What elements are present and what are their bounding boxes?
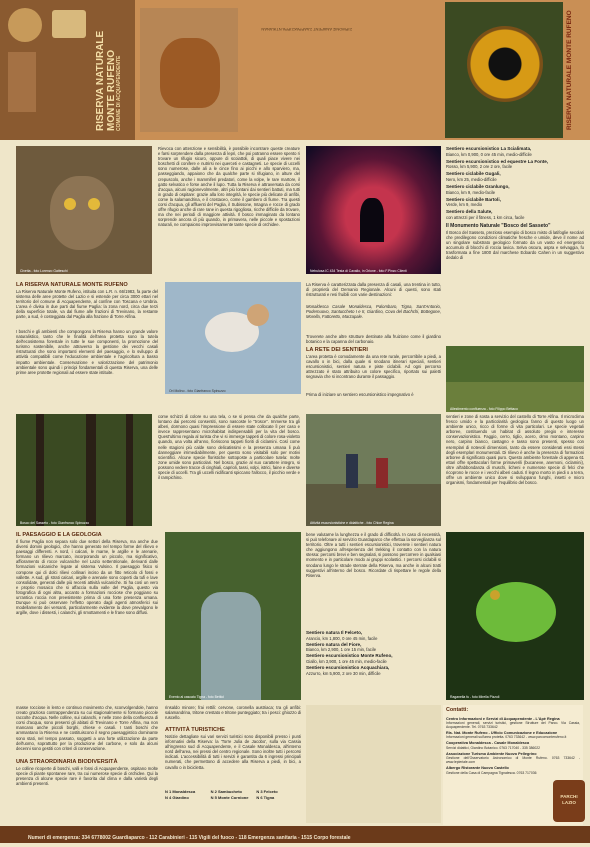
- monument-heading: Il Monumento Naturale "Bosco del Sasseto": [446, 223, 551, 230]
- contact-item: Ris. Nat. Monte Rufeno - Ufficio Comunicazione e Educazione Informazioni generali sull'area protetta. 0763 733642 - www.parcomonterufeno.it: [446, 731, 567, 740]
- bird-eye-photo: [445, 2, 563, 138]
- entrance-item: N 6 Tigna: [256, 795, 275, 800]
- bird-caption: Ori Molino - foto Gianfranco Spinuzzo: [169, 389, 226, 393]
- sentieri-natura-section: [306, 532, 441, 700]
- paesaggio-section: [16, 532, 158, 700]
- frog-photo: [446, 532, 584, 700]
- group-photo: [446, 346, 584, 412]
- entrance-item: N 3 Felceto: [256, 789, 278, 794]
- forest-photo: [16, 414, 152, 526]
- trail-item: Sentiero natura Il Felceto, Arancio, km 1,800, 0 ore 45 min, facile: [306, 630, 378, 641]
- biodiversita-text: Le colline ricoperte di boschi, valli e fossi di Acquapendente, ospitano molte specie di piante spontanee rare, tra cui numerose specie di orchidee. Qui la presenza di alcune specie rare è favorita dal clima e dalla varietà degli ambienti presenti.: [16, 766, 158, 787]
- trail-item: Sentiero della Salute, con attrezzi per il fitness, 1 km circa, facile: [446, 209, 525, 221]
- creek-caption: Evento al cascato Tigna - foto Bettiol: [169, 695, 225, 699]
- bird-photo: [165, 282, 301, 394]
- trail-item: Sentiero escursionistico Acquachiara, Azzurro, km 5,900, 2 ore 30 min, difficile: [306, 665, 390, 676]
- nebula-caption: Nebulosa IC 434 Testa di Cavallo, in Orione - foto F.Pinzo Cilenti: [310, 269, 407, 273]
- frog-caption: Raganella fu - foto Mirella Pizzoli: [450, 695, 500, 699]
- casali-paragraph-1: La Riserva è caratterizzata dalla presenza di casali, una trentina in tutto, di proprietà del Demanio Regionale. Alcuni di questi, sono stati ristrutturati e resi fruibili con varie destinazioni:: [306, 282, 441, 298]
- fauna-list-text: rinsaldo minore; frai rettili: cervone, coronella austriaca; tra gli anfibi: salamandrina, tritone crestato e tritone punteggiato; tra i pesci: ghiozzo di ruscello.: [165, 705, 301, 721]
- contact-item: Cooperativa Monaldesca - Casale Monaldesca Servizi didattici, Giardino Botanico. 0763 717040 - 335 386022: [446, 741, 541, 750]
- landscape-text-continued: masse rocciose in lento e continuo movimento che, sconvolgendole, hanno creato grazioso contrappendenza su cui stagionalmente si formano piccole raccolte d'acqua. Nelle colline, sui calanchi, e nelle zone della confluenza di corsi d'acqua, sono presenti gli abitati di Trevinano e Torre Alfina, ma non mancano anche piccoli borghi, chiese e casali. I tanti boschi che ammantano la Riserva e ne costituiscono il segno paesaggistico dominante sono stati, nel tempo passato, soggetti a una forte utilizzazione da parte dell'uomo, soprattutto per la produzione del carbone, e solo da alcuni decenni sono gestiti con criteri di conservazione.: [16, 705, 158, 751]
- municipality-subtitle: COMUNE DI ACQUAPENDENTE: [116, 55, 122, 131]
- reserve-title-vertical: RISERVA NATURALE MONTE RUFENO: [95, 30, 117, 131]
- entrance-item: N 4 Giardino: [165, 795, 189, 800]
- casali-paragraph-2: Monaldesca Casale Monaldesca, Palombaro, Tigna, Sant'Antonio, Podernuovo, Santuccheto I e II, Giardino, Cova del Bachchi, Bottegone, Morella, Fattoretto, Marzapale.: [306, 304, 441, 320]
- title-sidebar: [0, 0, 135, 140]
- trail-item: Sentiero escursionistico ed equestre La Fonte, Rosso, km 5,900, 2 ore 2 ore, facile: [446, 158, 549, 170]
- entrance-item: N 5 Monte Cornione: [210, 795, 249, 800]
- trail-item: Sentiero escursionistico La Scialimata, Bianco, km 0,900, 0 ore 45 min, medio-difficile: [446, 146, 532, 157]
- fauna-text: Rievoca con attenzione e sensibilità, è possibile incontrare queste creature e farsi sorprendere dalla presenza di lepri, che poi potranno essere spento ri trovare un rifugio sicuro, oppure di scoiattoli, di quali piace vivere nei boschetti di conifere e nutrirsi nei querceti e castagneti. Le specie di uccelli sono numerose, dalle ali a le cince fino ai picchi e allo sparviero, ma, passeggiando, appaiono che da qualche parte si rifugiano, in alture del crepuscolo, anche i mammiferi predatori, come la volpe, le rare martore, il gatto selvatico e forse anche il lupo. Tutta la Riserva è attraversata da corsi d'acqua, alcuni ragionevolmente, altri più lontani dai sentieri battuti, ma tutti in grado di ospitare: grazie alla loro integrità, le specie più delicate di anfibi, come la salamandrina, e il crostaceo, come il gambero di fiume. Tra questi corsi d'acqua, gli affluenti del Paglia, il Subissone, Intagna e rocce di grado offre rifugio anche di rare rane in questa rigogliosa, ricche difficile da trovare, ma che nei periodi di maggiore attività. Il bosco immaginato da lontano sorprende ancora di più quando, in primavera, nelle piccole e spostazioni naturali, ne compaiono improvvisamente tante specie di orchidee.: [158, 146, 300, 228]
- reserve-title-right: RISERVA NATURALE MONTE RUFENO: [566, 10, 573, 130]
- trail-item: Sentiero ciclabile Granlungo, Bianco, km 9, medio-facile: [446, 184, 510, 195]
- badge-logo: [52, 10, 86, 38]
- emergency-footer: [0, 826, 590, 843]
- attivita-section: [165, 705, 301, 823]
- mirrored-text: ΣΙΡΜΟΝΙΣ ΑΝΑΡΕΝΤ ΣΑΑΡΡΑΚΣΙΡΡΑ ΝΤΙΚΑΝΑΝ: [261, 27, 352, 32]
- forest-caption: Bosco del Sasseto - foto Gianfranco Spinuzzo: [20, 521, 90, 525]
- trail-item: Sentiero escursionistico Monte Rufeno, Giallo, km 3,900, 1 ore 45 min, medio-facile: [306, 653, 393, 664]
- entrance-list: [165, 789, 301, 800]
- trail-item: Sentiero natura del Fiore, Bianco, km 2,900, 1 ore 15 min, facile: [306, 641, 377, 653]
- owl-photo: [16, 146, 152, 274]
- entrance-item: N 2 Sambucheto: [210, 789, 242, 794]
- map-area: [306, 705, 441, 823]
- rete-text: L'area protetta è comodamente da una rete rurale, percorribile a piedi, a cavallo o in bici, dalla quale si snodano itinerari speciali, sentieri escursionistici, sentieri natura e piste ciclabili. Ad ogni percorso attrezzato è stato attribuito un colore specifico, riportato sui paletti segnavia che si incontrano durante il passaggio.: [306, 354, 441, 380]
- hikers-photo: [306, 414, 441, 526]
- contacts-list: [443, 717, 583, 775]
- emblem-logo: [8, 8, 42, 42]
- contacts-heading: Contatti:: [446, 707, 469, 713]
- trail-list-right: [446, 146, 584, 346]
- bosco-text: come schizzi di colore su una tela, o se si pensa che da qualche parte, lontano dai percorsi consentiti, sono nascoste le "trosce". Immerse tra gli alberi, dormono quasi l'impressione di essere state collocate lì per caso e invece rappresentano microhabitat indispensabili per la vita del bosco. Quest'ultimo regala al turista che vi si immerge tappeti di colore rosa-violetto quando, una volta all'anno, fioriscono tappeti fioriti di ciclamini. Così come nelle stagioni più calde sono delicatissimi e la presenza umana li può danneggiare irrimediabilmente, per questo sono visitabili solo per motivi scientifici. Alcune specie floristiche sottoposte a particolare tutela: molte zone umide sono particolari. Nel bosco, grazie al suo carattere integro, si possono vedere tracce di cinghiali, caprioli, tassi, volpi, istrici, faine e diverse specie di uccelli. Tra gli uccelli nidificanti spiccano l'allocco, il picchio verde e il rampichino.: [158, 414, 300, 481]
- parchi-lazio-logo: PARCHI LAZIO: [553, 780, 585, 822]
- casali-section: [306, 282, 441, 394]
- attivita-heading: ATTIVITÀ TURISTICHE: [165, 727, 225, 733]
- casali-paragraph-3: Troverete anche altre strutture destinate alla fruizione come il giardino botanico e la capanna del carbonaio.: [306, 334, 441, 345]
- paesaggio-heading: IL PAESAGGIO E LA GEOLOGIA: [16, 532, 102, 538]
- riserva-heading: LA RISERVA NATURALE MONTE RUFENO: [16, 282, 128, 288]
- group-caption: Allestimento confluenza - foto Filippo Bettaco: [450, 407, 518, 411]
- contact-item: Albergo Ristorante Nuovo Castello Gestione della Casa di Campagna Tignalesca. 0763 717036: [446, 766, 537, 775]
- biodiversita-section: [16, 705, 158, 823]
- riserva-paragraph-1: La Riserva Naturale Monte Rufeno, istituita con L.R. n. 66/1983, fa parte del sistema delle aree protette del Lazio e si estende per circa 3000 ettari nel territorio del comune di Acquapendente, al confine con Toscana e Umbria. L'area è divisa in due parti dal fiume Paglia: la zona nord, circa due terzi della superficie totale, va dal fiume alle frazioni di Trevinano, la restante parte, a sud, è costeggiata dal Paglia alla frazione di Torre Alfina.: [16, 289, 158, 320]
- hikers-caption: Attività escursionistiche e didattiche - foto Chloe Regina: [310, 521, 394, 525]
- biodiversita-heading: UNA STRAORDINARIA BIODIVERSITÀ: [16, 759, 118, 765]
- contact-item: Centro Informazioni e Servizi di Acquapendente - L'Apè Regina Informazioni generali, servizi turistici, gestione Strutture del Parco. Via Cassia, Acquapendente. Tel. 0763 733642: [446, 716, 580, 729]
- attivita-text: Notizie dettagliate sui vari servizi turistici sono disponibili presso i punti informativi della Riserva: la 'Torre Julia de Jacobo', sulla via Cassia all'ingresso sud di Acquapendente, e il Casale Monaldesca, all'interno nord dell'area, nei pressi del centro regionale. Sono inoltre tutti i percorsi indicati. L'accessibilità di tutti i servizi è garantita da 6 ingressi principali numerati, che permettono di accedere alla Riserva a piedi, in bici, a cavallo o in bicicletta.: [165, 734, 301, 770]
- nebula-photo: [306, 146, 441, 274]
- rete-text-continued: Prima di iniziare un sentiero escursionistico impegnativo è: [306, 392, 414, 397]
- riserva-paragraph-2: I boschi e gli ambienti che compongono la Riserva hanno un grande valore naturalistico, tanto che le finalità dell'area protetta sono la tutela dell'ecosistema forestale in tutte le sue componenti, la promozione del turismo sostenibile, anche attraverso la gestione dei vecchi casali ristrutturati che sono importanti elementi del paesaggio, e lo sviluppo di attività compatibili come l'educazione ambientale e l'agricoltura a basso impatto ambientale. Conservazione e valorizzazione del patrimonio ambientale sono quindi i principi fondamentali di questa Riserva, una delle prime aree protette regionali ad essere state istituite.: [16, 329, 158, 375]
- contact-item: Associazione Turismo Ambiente Nuovo Pellegrino Gestione dell'Osservatorio Astronomico di Monte Rufeno. 0763 733642 - www.lepieriale.com: [446, 751, 580, 765]
- monument-text: Il Bosco del Sasseto, prezioso esempio di bosco misto di latifoglie secolari che predilegono condizioni climatiche fresche e umide, deve il nome ad un singolare substrato geologico formato da un vasto ed energetico accumulo di blocchi di roccia lavica. Selva oscura, aspra e selvaggia, fu trasformata a fine 1800 dal marchese Edoardo Cahen in un suggestivo dedalo di: [446, 229, 584, 261]
- entrance-item: N 1 Monaldesca: [165, 789, 196, 794]
- sentieri-text: bene valutarne la lunghezza e il grado di difficoltà. In caso di necessità, si può telefonare al servizio Guardaparco che effettua la sorveglianza sul territorio. Oltre a tutti i sentieri escursionistici, troverete i sentieri natura che aggiungono all'esperienza del trekking il contatto con la natura stessa: percorsi brevi e ben segnalati, si possono percorrere in qualsiasi momento e in particolare modo ai gruppi scolastici. I percorsi ciclabili si snodano lungo le strade sterrate della Riserva, ma anche in alcuni tratti suggestivi all'interno del bosco. Ricordate di rispettare le regole della Riserva.: [306, 532, 441, 578]
- emergency-numbers: Numeri di emergenza: 334 6778002 Guardiaparco - 112 Carabinieri - 115 Vigili del fuoco - 118 Emergenza sanitaria - 1515 Corpo forestale: [28, 835, 351, 841]
- creek-photo: [165, 532, 301, 700]
- fox-photo: [140, 8, 238, 132]
- paesaggio-text: Il fiume Paglia non separa solo due settori della Riserva, ma anche due diversi domini geologici, che hanno generato nel tempo forme del rilievo e paesaggi differenti. A nord, i calcari, le marne, le argille e le arenarie, formano un rilievo marcato, incorporando un piccolo, ma significativo, affioramento di rocce vulcaniche nel Lazio settentrionale, derivanti dalle formazioni vulcaniche legate al sistema Vulsino. Il paesaggio fisico si compone qui di dolci rilievi collinari inciso da un fitto reticolo di fossi e vallette. A sud, gli strati calcari, argille e arenarie sono coperti da tufi e lave consolidate, generati dalle più recenti attività vulcaniche. Si ha così un vero e proprio mosaico che si affaccia sulla valle del Paglia, questo via fotografica di ogni altra, accanto a formazioni rocciose che poggiano su un'antica roccia non preesistente prima di una forte presenza umana. Dunque si può osservare l'effetto operato dagli agenti atmosferici sui modellamento dei versanti, particolarmente evidente la dove prevalgono le argille, dove i dissesti, i calanchi, gli smottamenti e le frane sono diffusi.: [16, 539, 158, 616]
- owl-caption: Civetta - foto Lorenzo Gatteschi: [20, 269, 68, 273]
- trail-item: Sentiero ciclabile Gugali, Nero, km 25, medio-difficile: [446, 171, 501, 182]
- riserva-section: [16, 282, 158, 412]
- rete-heading: LA RETE DEI SENTIERI: [306, 347, 368, 353]
- trail-item: Sentiero ciclabile Bartoli, Verde, km 9, medio: [446, 196, 501, 208]
- sasseto-text: sentieri e zone di sosta a servizio del castello di Torre Alfina. Il microclima fresco umido e la particolarità geologica fanno di questo luogo un ambiente unico, ricco di forme di vita particolari. Le specie vegetali arboree, costituendo un habitat di assoluto pregio e interesse conservazionistico. Faggio, cerro, tiglio, acero, olmo montano, carpino nero, carpino bianco, castagno e tasso sono presenti, spesso con esemplari di notevoli dimensioni, tanto da essere considerati essi stessi degli esemplari monumentali. Di rilievo è anche la presenza di formazioni arboree di significato quasi puro. Questo ambiente forestale di appena 61 ettari offre spettacolari forme primaverili (bucaneve, anemoni, ciclamini), oltre all'abbondanza di muschi, licheni e numerose specie di felci che ricoprono le rocce e i vecchi alberi caduti. Il legno morto in piedi o a terra, offre un ambiente unico dove si sviluppano funghi, insetti e micro organismi, fondamentali per l'equilibrio del bosco.: [446, 414, 584, 486]
- strip-photo: [8, 52, 36, 112]
